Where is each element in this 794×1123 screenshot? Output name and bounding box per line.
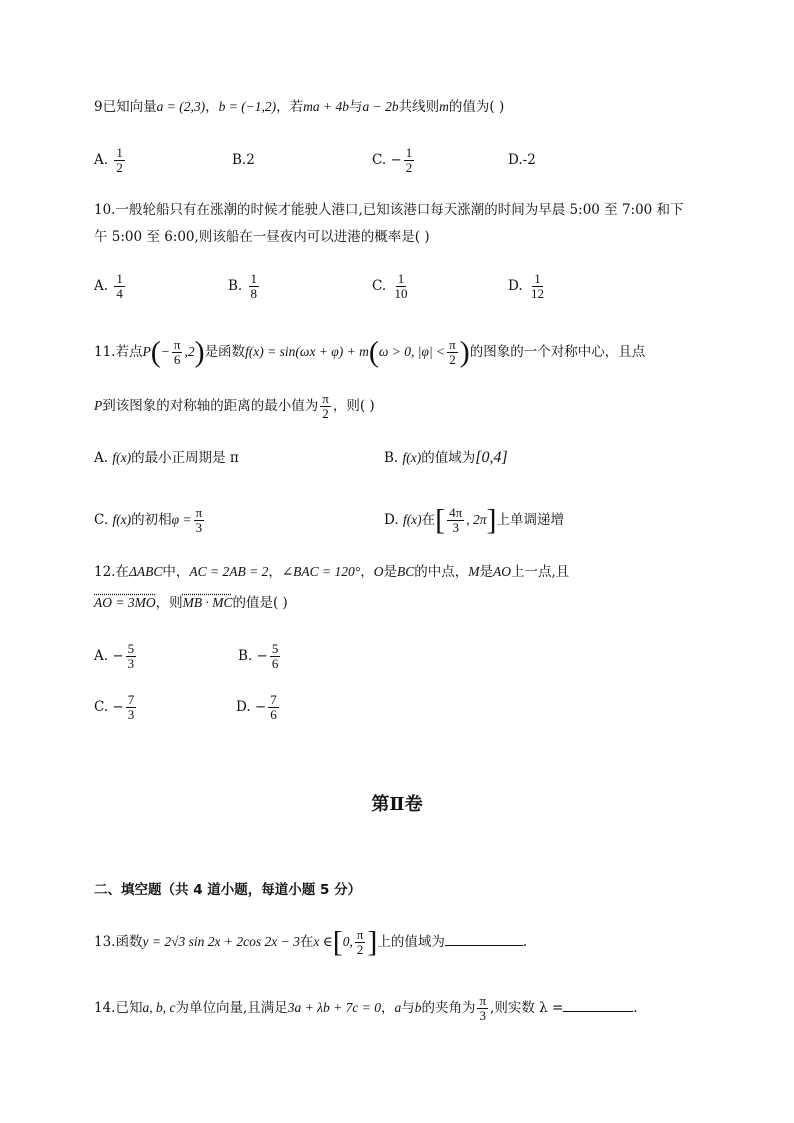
option-text-tail: 上单调递增 (496, 512, 565, 528)
fraction (126, 693, 137, 722)
option-label: C. − (94, 699, 124, 715)
denominator: 10 (394, 286, 408, 301)
fraction (355, 928, 366, 957)
q12-text-e: 是 (479, 564, 493, 580)
q12-line1 (94, 562, 569, 582)
fraction (268, 693, 279, 722)
fraction (114, 146, 125, 175)
q11-option-a (94, 448, 239, 468)
q11-option-d (384, 503, 565, 537)
q11-text-line2: 到该图象的对称轴的距离的最小值为 (102, 398, 319, 414)
q11-line2 (94, 392, 375, 421)
right-bracket: ] (486, 503, 497, 537)
numerator: 1 (397, 271, 405, 286)
q9-vec-b: b = (−1,2) (218, 99, 277, 114)
function-fx: f(x) (112, 512, 132, 527)
option-label: B. − (238, 648, 268, 664)
fraction (404, 146, 415, 175)
q14-text-mid3: 与 (401, 1000, 415, 1016)
option-text: 在 (421, 512, 436, 528)
q10-text-1: 10.一般轮船只有在涨潮的时候才能驶人港口,已知该港口每天涨潮的时间为早晨 5:00 至 7:00 和下 (94, 202, 684, 218)
function-fx: f(x) (402, 512, 422, 527)
right-bracket: ] (367, 925, 378, 959)
range-interval: [0,4] (475, 449, 508, 466)
q9-var-m: m (439, 99, 449, 114)
right-paren: ) (459, 335, 470, 369)
q12-vector-eq: AO = 3MO (94, 595, 156, 610)
q9-option-b (232, 150, 255, 170)
q14-text-pre: 14.已知 (94, 1000, 143, 1016)
q12-dot-product: MB · MC (182, 595, 233, 610)
denominator: 12 (530, 286, 544, 301)
q10-line1 (94, 200, 684, 220)
q12-eq2: ∠BAC = 120° (281, 564, 361, 579)
numerator: π (195, 505, 203, 520)
numerator: 7 (127, 692, 135, 707)
q11-option-c (94, 506, 206, 535)
section-title: 第Ⅱ卷 (371, 794, 423, 815)
option-label: B. (228, 278, 243, 294)
option-label: A. − (94, 648, 124, 664)
triangle-abc: ΔABC (128, 564, 163, 579)
denominator: 6 (173, 352, 181, 367)
left-bracket: [ (435, 503, 446, 537)
numerator: π (356, 927, 364, 942)
denominator: 2 (322, 406, 329, 421)
q10-option-b (228, 272, 261, 301)
q9-option-d (508, 150, 536, 170)
q14-text-mid1: 为单位向量,且满足 (175, 1000, 288, 1016)
fraction (114, 272, 125, 301)
q12-option-c (94, 693, 138, 722)
fraction (249, 272, 260, 301)
q10-option-a (94, 272, 127, 301)
option-text: D.-2 (508, 152, 536, 168)
interval-right: , 2π (466, 512, 487, 527)
point-p: P (142, 344, 151, 359)
q11-option-b (384, 448, 508, 468)
q10-option-d (508, 272, 548, 301)
q10-text-2: 午 5:00 至 6:00,则该船在一昼夜内可以进港的概率是( ) (94, 229, 430, 245)
q11-text-mid: 是函数 (204, 344, 246, 360)
option-text: 的值域为 (421, 450, 476, 466)
option-label: D. (508, 278, 523, 294)
q12-line2 (94, 593, 288, 613)
q14-equation: 3a + λb + 7c = 0 (287, 1000, 381, 1015)
q12-sep: ， (360, 564, 374, 580)
part-heading: 二、填空题（共 4 道小题，每道小题 5 分） (94, 882, 362, 898)
fraction (126, 642, 137, 671)
q12-sep: ， (268, 564, 282, 580)
right-paren: ) (194, 335, 205, 369)
q12-text-b: 中， (162, 564, 190, 580)
option-label: A. (94, 152, 109, 168)
q13-text-pre: 13.函数 (94, 934, 143, 950)
q9-text-b: ，若 (276, 99, 304, 115)
function-fx: f(x) (112, 450, 132, 465)
fraction (270, 642, 281, 671)
q9-text: 9已知向量 (94, 99, 157, 115)
coordinate-y: ,2 (184, 344, 195, 359)
phi-symbol: φ = (171, 512, 192, 527)
numerator: 5 (271, 641, 279, 656)
q9-expr2: a − 2b (362, 99, 399, 114)
denominator: 6 (270, 707, 277, 722)
q14-period: . (633, 1000, 638, 1016)
denominator: 2 (356, 942, 364, 957)
fraction (194, 506, 205, 535)
option-label: C. (94, 512, 109, 528)
fraction (477, 994, 488, 1023)
q11-function: f(x) = sin(ωx + φ) + m (245, 344, 369, 359)
q9-text-e: 的值为( ) (448, 99, 505, 115)
point-o: O (373, 564, 384, 579)
segment-bc: BC (396, 564, 415, 579)
q14-vectors: a, b, c (142, 1000, 176, 1015)
option-label: D. (384, 512, 399, 528)
q13-period: . (522, 934, 528, 950)
numerator: 1 (250, 271, 258, 286)
option-label: D. − (236, 699, 267, 715)
q9-comma: ， (205, 99, 219, 115)
q12-text-c: 是 (383, 564, 397, 580)
option-label: C. (372, 278, 387, 294)
q11-condition: ω > 0, |φ| < (378, 344, 446, 359)
point-p: P (94, 398, 103, 413)
point-m: M (468, 564, 480, 579)
q9-stem (94, 97, 504, 117)
denominator: 2 (449, 352, 456, 367)
denominator: 8 (250, 286, 258, 301)
denominator: 2 (405, 160, 413, 175)
q13-line (94, 925, 528, 959)
option-label: B. (384, 450, 399, 466)
fraction (392, 272, 409, 301)
q11-line1 (94, 335, 646, 369)
denominator: 3 (195, 520, 203, 535)
fraction (320, 392, 331, 421)
option-label: A. (94, 278, 109, 294)
q13-text-post: 上的值域为 (377, 934, 445, 950)
q12-text-g: ，则 (155, 595, 183, 611)
numerator: π (449, 337, 456, 352)
numerator: 1 (116, 145, 123, 160)
q12-text-h: 的值是( ) (232, 595, 288, 611)
q10-line2 (94, 227, 430, 247)
numerator: π (322, 391, 329, 406)
q9-text-d: 共线则 (398, 99, 440, 115)
denominator: 6 (271, 656, 279, 671)
q12-option-d (236, 693, 281, 722)
q12-option-a (94, 642, 138, 671)
denominator: 3 (479, 1008, 486, 1023)
denominator: 3 (452, 520, 459, 535)
q9-option-a (94, 146, 127, 175)
answer-blank[interactable] (563, 999, 633, 1012)
q11-text-post: 的图象的一个对称中心，且点 (469, 344, 646, 360)
q9-vec-a: a = (2,3) (156, 99, 206, 114)
q11-text-pre: 11.若点 (94, 344, 143, 360)
segment-ao: AO (492, 564, 511, 579)
vector-a: a (394, 1000, 402, 1015)
option-text: 的初相 (131, 512, 172, 528)
q12-text-a: 12.在 (94, 564, 129, 580)
q13-domain-var: x ∈ (313, 934, 333, 949)
q12-eq1: AC = 2AB = 2 (189, 564, 269, 579)
q9-text-c: 与 (349, 99, 363, 115)
option-label: C. − (372, 152, 402, 168)
minus-sign: − (160, 344, 170, 359)
numerator: 5 (127, 641, 135, 656)
numerator: 7 (270, 692, 277, 707)
q12-option-b (238, 642, 282, 671)
fraction (447, 338, 458, 367)
left-bracket: [ (332, 925, 343, 959)
numerator: 1 (534, 271, 541, 286)
q9-option-c (372, 146, 416, 175)
numerator: π (173, 337, 181, 352)
q14-text-post: ,则实数 λ = (490, 1000, 564, 1016)
q12-text-d: 的中点， (414, 564, 469, 580)
option-label: A. (94, 450, 109, 466)
vector-b: b (414, 1000, 422, 1015)
answer-blank[interactable] (445, 933, 523, 946)
q10-option-c (372, 272, 411, 301)
denominator: 3 (127, 656, 135, 671)
q14-text-mid4: 的夹角为 (421, 1000, 476, 1016)
q11-text-end: ，则( ) (332, 398, 375, 414)
option-text: 的最小正周期是 π (131, 450, 239, 466)
left-paren: ( (150, 335, 161, 369)
q9-expr1: ma + 4b (303, 99, 350, 114)
option-text: B.2 (232, 152, 255, 168)
left-paren: ( (368, 335, 379, 369)
q14-sep: ， (380, 1000, 395, 1016)
q13-function: y = 2√3 sin 2x + 2cos 2x − 3 (142, 934, 300, 949)
numerator: 1 (405, 145, 413, 160)
denominator: 3 (127, 707, 135, 722)
numerator: 1 (116, 271, 123, 286)
function-fx: f(x) (402, 450, 422, 465)
numerator: π (479, 993, 487, 1008)
numerator: 4π (449, 505, 463, 520)
q14-line (94, 994, 638, 1023)
denominator: 2 (116, 160, 123, 175)
q12-text-f: 上一点,且 (510, 564, 570, 580)
fraction (529, 272, 546, 301)
denominator: 4 (116, 286, 123, 301)
q13-text-mid: 在 (299, 934, 314, 950)
fraction (447, 506, 464, 535)
domain-left: 0, (342, 934, 353, 949)
fraction (172, 338, 183, 367)
